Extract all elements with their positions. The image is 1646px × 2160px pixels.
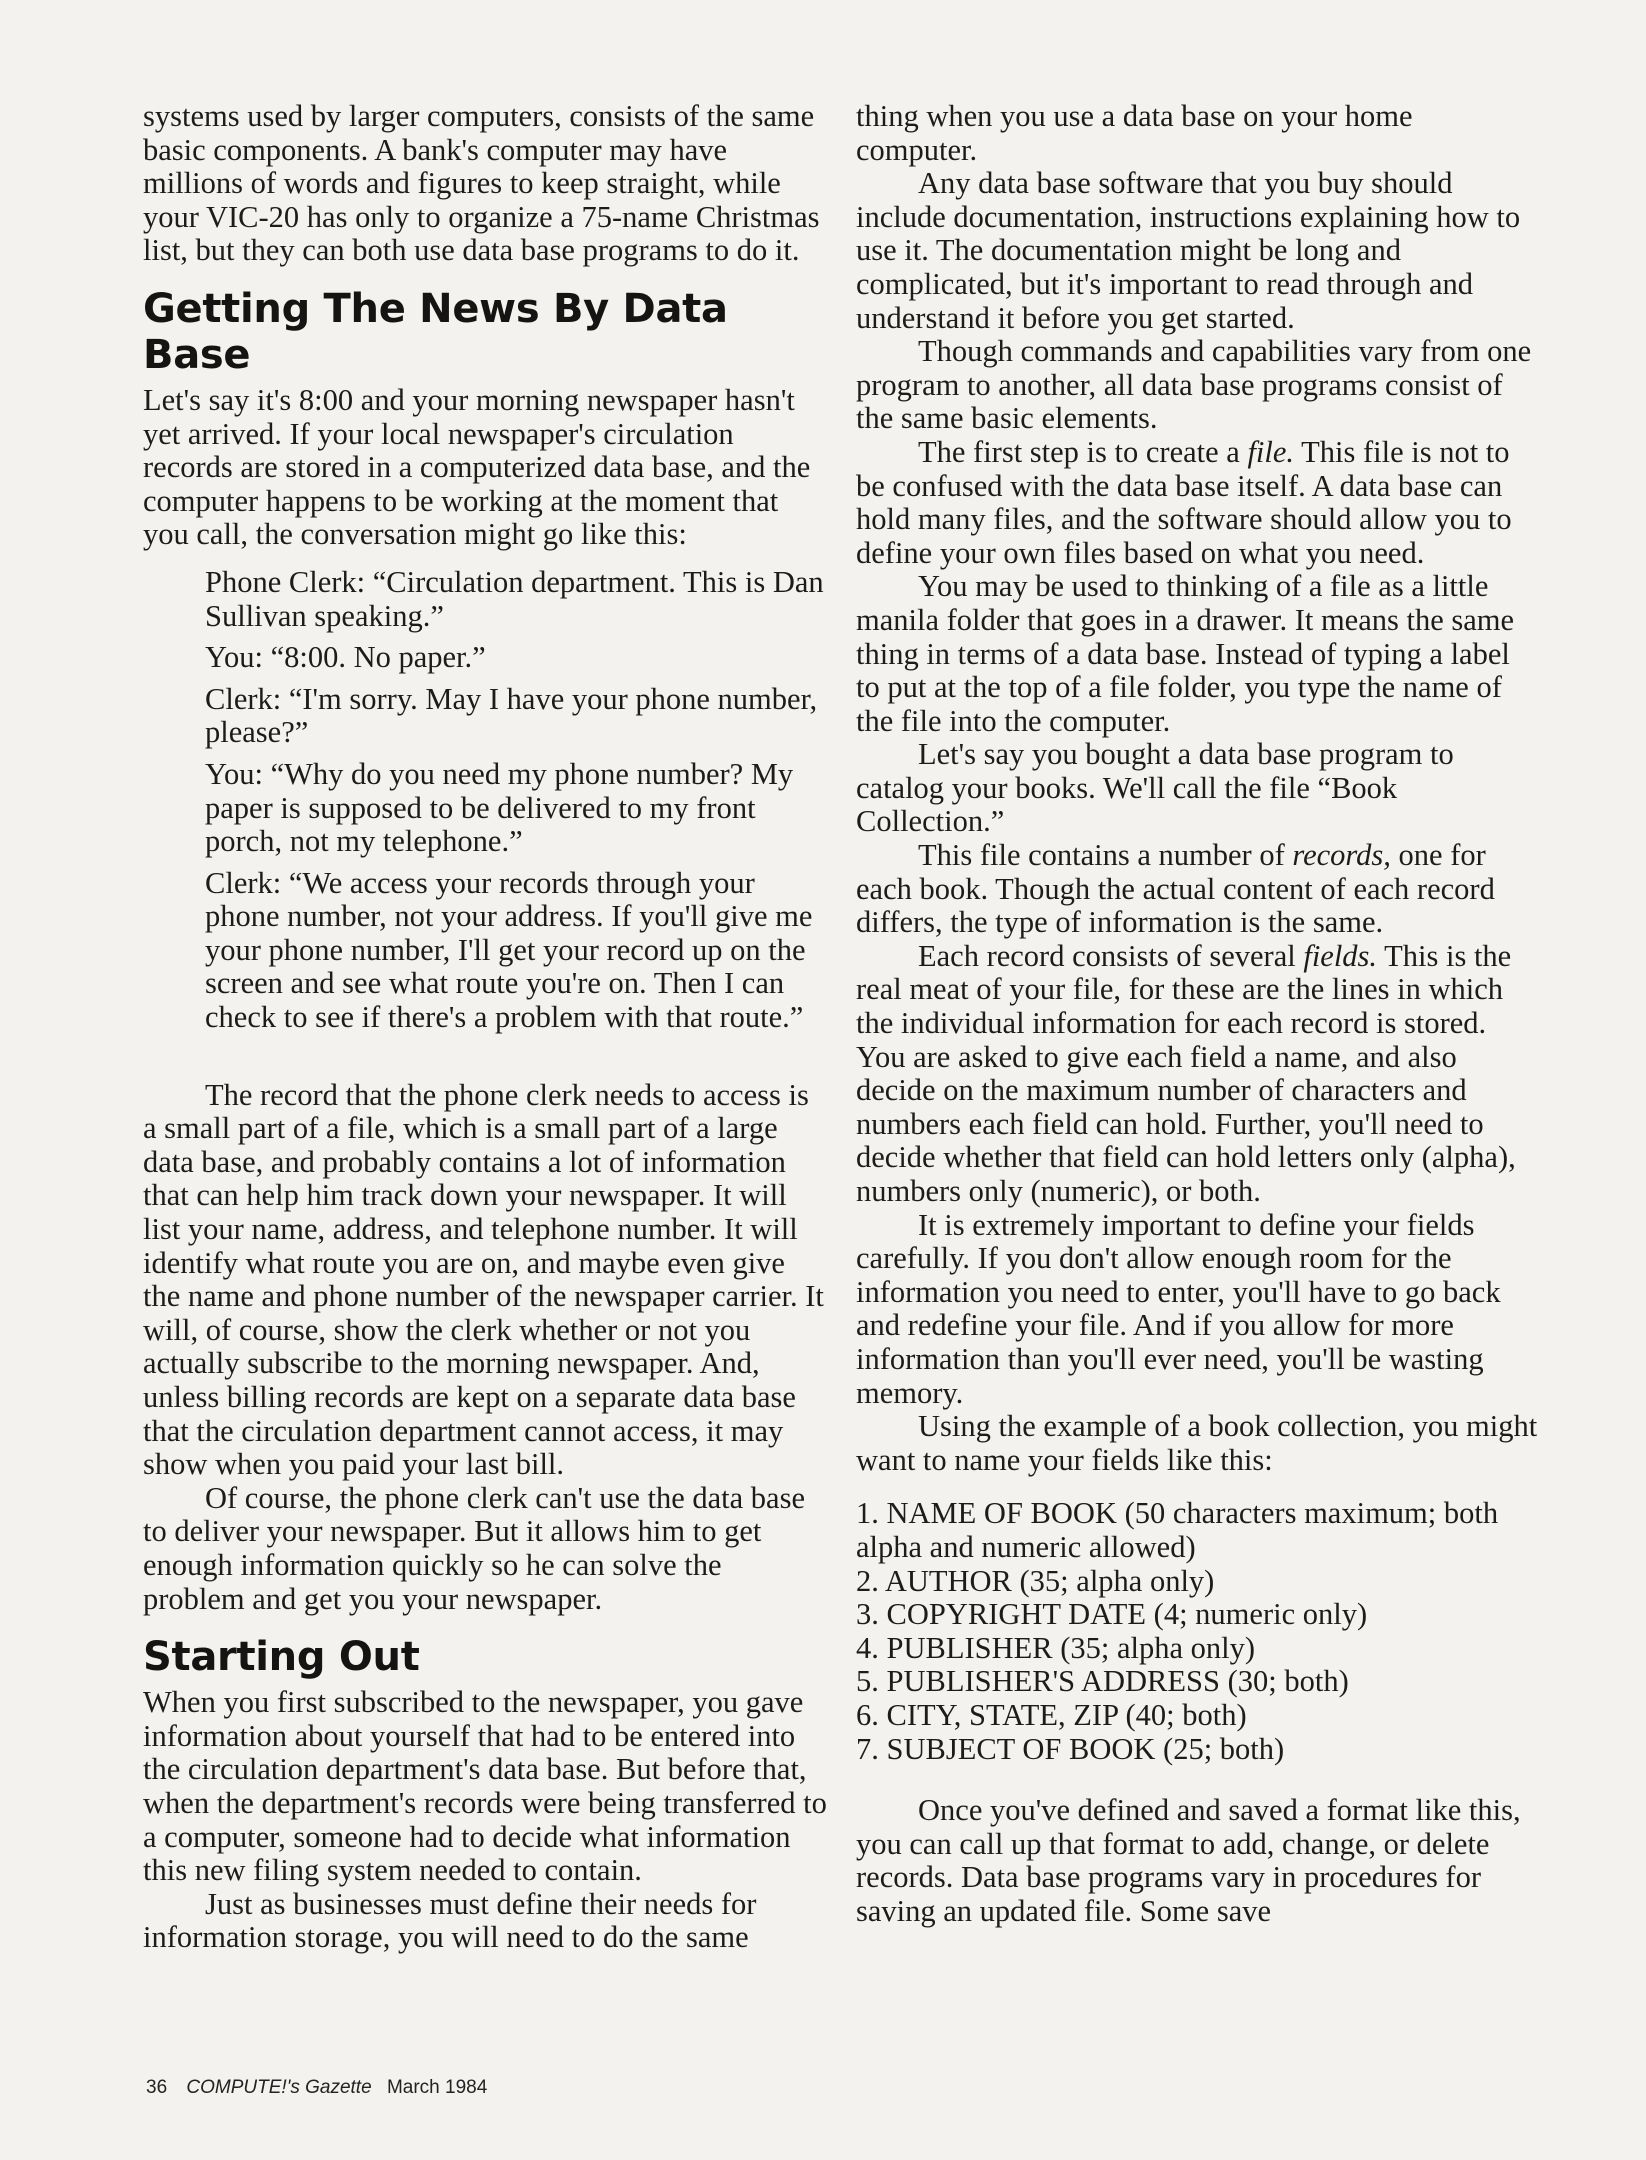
text-run: This file contains a number of (918, 838, 1293, 873)
right-column (856, 100, 1540, 1928)
list-item: 4. PUBLISHER (35; alpha only) (856, 1630, 1256, 1665)
list-item: 6. CITY, STATE, ZIP (40; both) (856, 1697, 1247, 1732)
paragraph: Though commands and capabilities vary from one program to another, all data base programs consist of the same basic elements. (856, 334, 1532, 436)
page-number: 36 (146, 2077, 168, 2098)
list-item: 3. COPYRIGHT DATE (4; numeric only) (856, 1597, 1368, 1632)
dialog-line: You: “Why do you need my phone number? My paper is supposed to be delivered to my front porch, not my telephone.” (205, 756, 794, 859)
intro-paragraph: systems used by larger computers, consists of the same basic components. A bank's computer may have millions of words and figures to keep straight, while your VIC-20 has only to organize a 75-name Christmas list, but they can both use data base programs to do it. (143, 99, 820, 268)
emphasis-fields: fields. (1303, 938, 1378, 973)
section-heading-news: Getting The News By Data Base (143, 285, 728, 378)
left-column (143, 100, 828, 1955)
text-run: Each record consists of several (918, 938, 1304, 973)
paragraph: Once you've defined and saved a format like this, you can call up that format to add, change, or delete records. Data base programs vary in procedures for saving an updated file. Some save (856, 1793, 1521, 1928)
text-run: one for each book. Though the actual content of each record differs, the type of information is the same. (856, 838, 1495, 940)
section-heading-starting: Starting Out (143, 1634, 420, 1681)
paragraph (856, 839, 1540, 940)
magazine-name: COMPUTE!'s Gazette (186, 2077, 372, 2098)
dialog-line: Phone Clerk: “Circulation department. This is Dan Sullivan speaking.” (205, 564, 824, 633)
paragraph (856, 436, 1540, 570)
paragraph: Let's say you bought a data base program to catalog your books. We'll call the file “Book Collection.” (856, 737, 1454, 839)
dialog-line: You: “8:00. No paper.” (205, 640, 486, 675)
paragraph (856, 940, 1540, 1209)
page-footer (146, 2077, 487, 2099)
spacer (856, 1766, 1540, 1794)
list-item: 5. PUBLISHER'S ADDRESS (30; both) (856, 1664, 1349, 1699)
text-run: This is the real meat of your file, for these are the lines in which the individual information for each record is stored. You are asked to give each field a name, and also decide on the maximum number of characters and numbers each field can hold. Further, you'll need to decide whether that field can hold letters only (alpha), numbers only (numeric), or both. (856, 938, 1516, 1208)
list-item: 1. NAME OF BOOK (50 characters maximum; both alpha and numeric allowed) (856, 1496, 1499, 1564)
dialog-block (205, 566, 828, 1035)
paragraph: thing when you use a data base on your home computer. (856, 99, 1413, 167)
list-item: 7. SUBJECT OF BOOK (25; both) (856, 1731, 1285, 1766)
paragraph: It is extremely important to define your fields carefully. If you don't allow enough room for the information you need to enter, you'll have to go back and redefine your file. And if you allow for more information than you'll ever need, you'll be wasting memory. (856, 1207, 1501, 1410)
list-item: 2. AUTHOR (35; alpha only) (856, 1563, 1215, 1598)
field-list (856, 1497, 1540, 1766)
emphasis-records: records, (1292, 838, 1391, 873)
paragraph: Using the example of a book collection, you might want to name your fields like this: (856, 1409, 1538, 1477)
paragraph: Let's say it's 8:00 and your morning newspaper hasn't yet arrived. If your local newspaper's circulation records are stored in a computerized data base, and the computer happens to be working at the moment that you call, the conversation might go like this: (143, 382, 811, 552)
paragraph: When you first subscribed to the newspaper, you gave information about yourself that had to be entered into the circulation department's data base. But before that, when the department's records were being transferred to a computer, someone had to decide what information this new filing system needed to contain. (143, 1685, 827, 1888)
text-run: The first step is to create a (918, 434, 1248, 469)
paragraph: You may be used to thinking of a file as a little manila folder that goes in a drawer. It means the same thing in terms of a data base. Instead of typing a label to put at the top of a file folder, you type the name of the file into the computer. (856, 569, 1515, 738)
paragraph: The record that the phone clerk needs to access is a small part of a file, which is a small part of a large data base, and probably contains a lot of information that can help him track down your newspaper. It will list your name, address, and telephone number. It will identify what route you are on, and maybe even give the name and phone number of the newspaper carrier. It will, of course, show the clerk whether or not you actually subscribe to the morning newspaper. And, unless billing records are kept on a separate data base that the circulation department cannot access, it may show when you paid your last bill. (143, 1077, 824, 1482)
text-run: This file is not to be confused with the data base itself. A data base can hold many files, and the software should allow you to define your own files based on what you need. (856, 434, 1512, 570)
paragraph: Of course, the phone clerk can't use the data base to deliver your newspaper. But it allows him to get enough information quickly so he can solve the problem and get you your newspaper. (143, 1480, 805, 1616)
issue-date: March 1984 (386, 2077, 488, 2098)
dialog-line: Clerk: “We access your records through your phone number, not your address. If you'll give me your phone number, I'll get your record up on the screen and see what route you're on. Then I can check to see if there's a problem with that route.” (205, 865, 813, 1035)
dialog-line: Clerk: “I'm sorry. May I have your phone number, please?” (205, 681, 818, 750)
paragraph: Just as businesses must define their needs for information storage, you will need to do the same (143, 1886, 757, 1955)
paragraph: Any data base software that you buy should include documentation, instructions explaining how to use it. The documentation might be long and complicated, but it's important to read through and understand it before you get started. (856, 166, 1521, 335)
emphasis-file: file. (1247, 434, 1295, 469)
spacer (143, 1043, 828, 1079)
